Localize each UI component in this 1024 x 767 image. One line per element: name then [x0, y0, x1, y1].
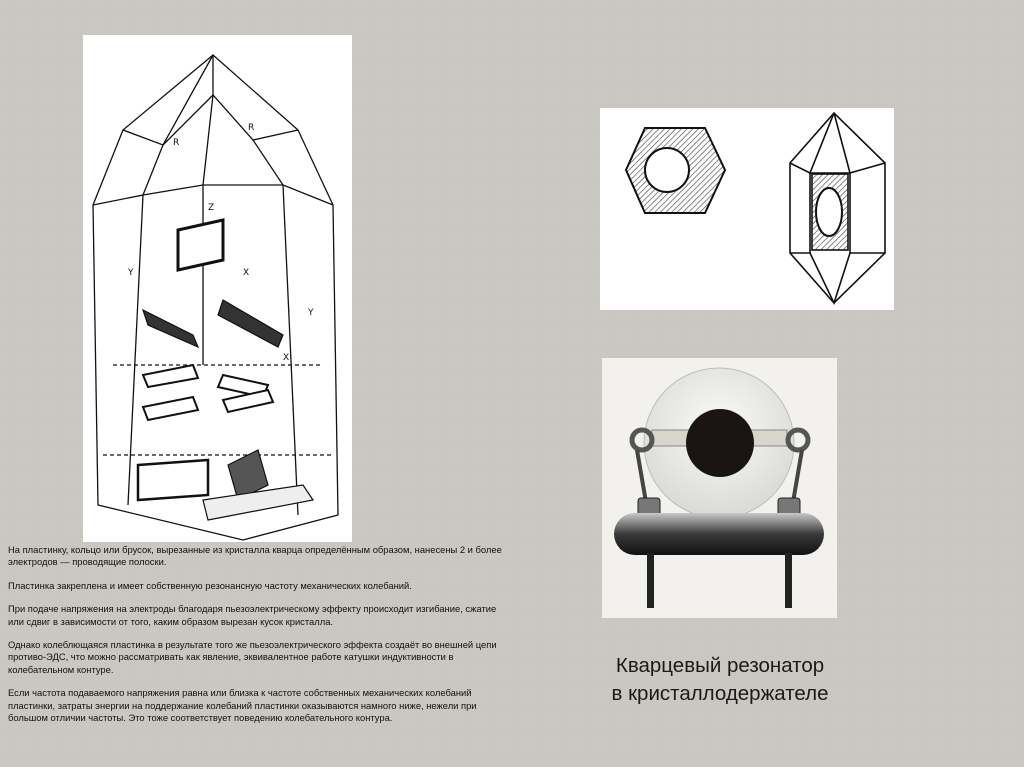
quartz-crystal-cuts-diagram [83, 35, 352, 542]
hex-drawing [600, 108, 894, 310]
face-label-r1: R [173, 138, 180, 148]
resonator-caption [580, 652, 860, 708]
caption-line-1: Кварцевый резонатор [615, 654, 825, 677]
paragraph-1: На пластинку, кольцо или брусок, вырезанные из кристалла кварца определённым образом, нанесены 2 и более электродов — проводящие полоски. [8, 544, 502, 568]
resonator-drawing [602, 358, 837, 618]
axis-label-x2: X [283, 353, 290, 363]
axis-label-z: Z [208, 203, 215, 213]
paragraph-4: Однако колеблющаяся пластинка в результате того же пьезоэлектрического эффекта создаёт во внешней цепи противо-ЭДС, что можно рассматривать как явление, эквивалентное работе катушки индуктивности в колебательном контуре. [8, 639, 497, 675]
quartz-resonator-photo [602, 358, 837, 618]
axis-label-y1: Y [128, 268, 134, 278]
axis-label-x1: X [243, 268, 250, 278]
crystal-ring-cut-diagram [600, 108, 894, 310]
face-label-r2: R [248, 123, 255, 133]
paragraph-2: Пластинка закреплена и имеет собственную резонансную частоту механических колебаний. [8, 579, 412, 591]
crystal-drawing [83, 35, 352, 542]
axis-label-y2: Y [308, 308, 314, 318]
paragraph-3: При подаче напряжения на электроды благодаря пьезоэлектрическому эффекту происходит изгибание, сжатие или сдвиг в зависимости от того, каким образом вырезан кусок кристалла. [8, 603, 497, 627]
paragraph-5: Если частота подаваемого напряжения равна или близка к частоте собственных механических колебаний пластинки, затраты энергии на поддержание колебаний пластинки оказываются намного ниже, нежели при большом отличии частоты. Это тоже соответствует поведению колебательного контура. [8, 687, 477, 724]
description-text [8, 544, 508, 735]
caption-line-2: в кристаллодержателе [611, 682, 829, 705]
